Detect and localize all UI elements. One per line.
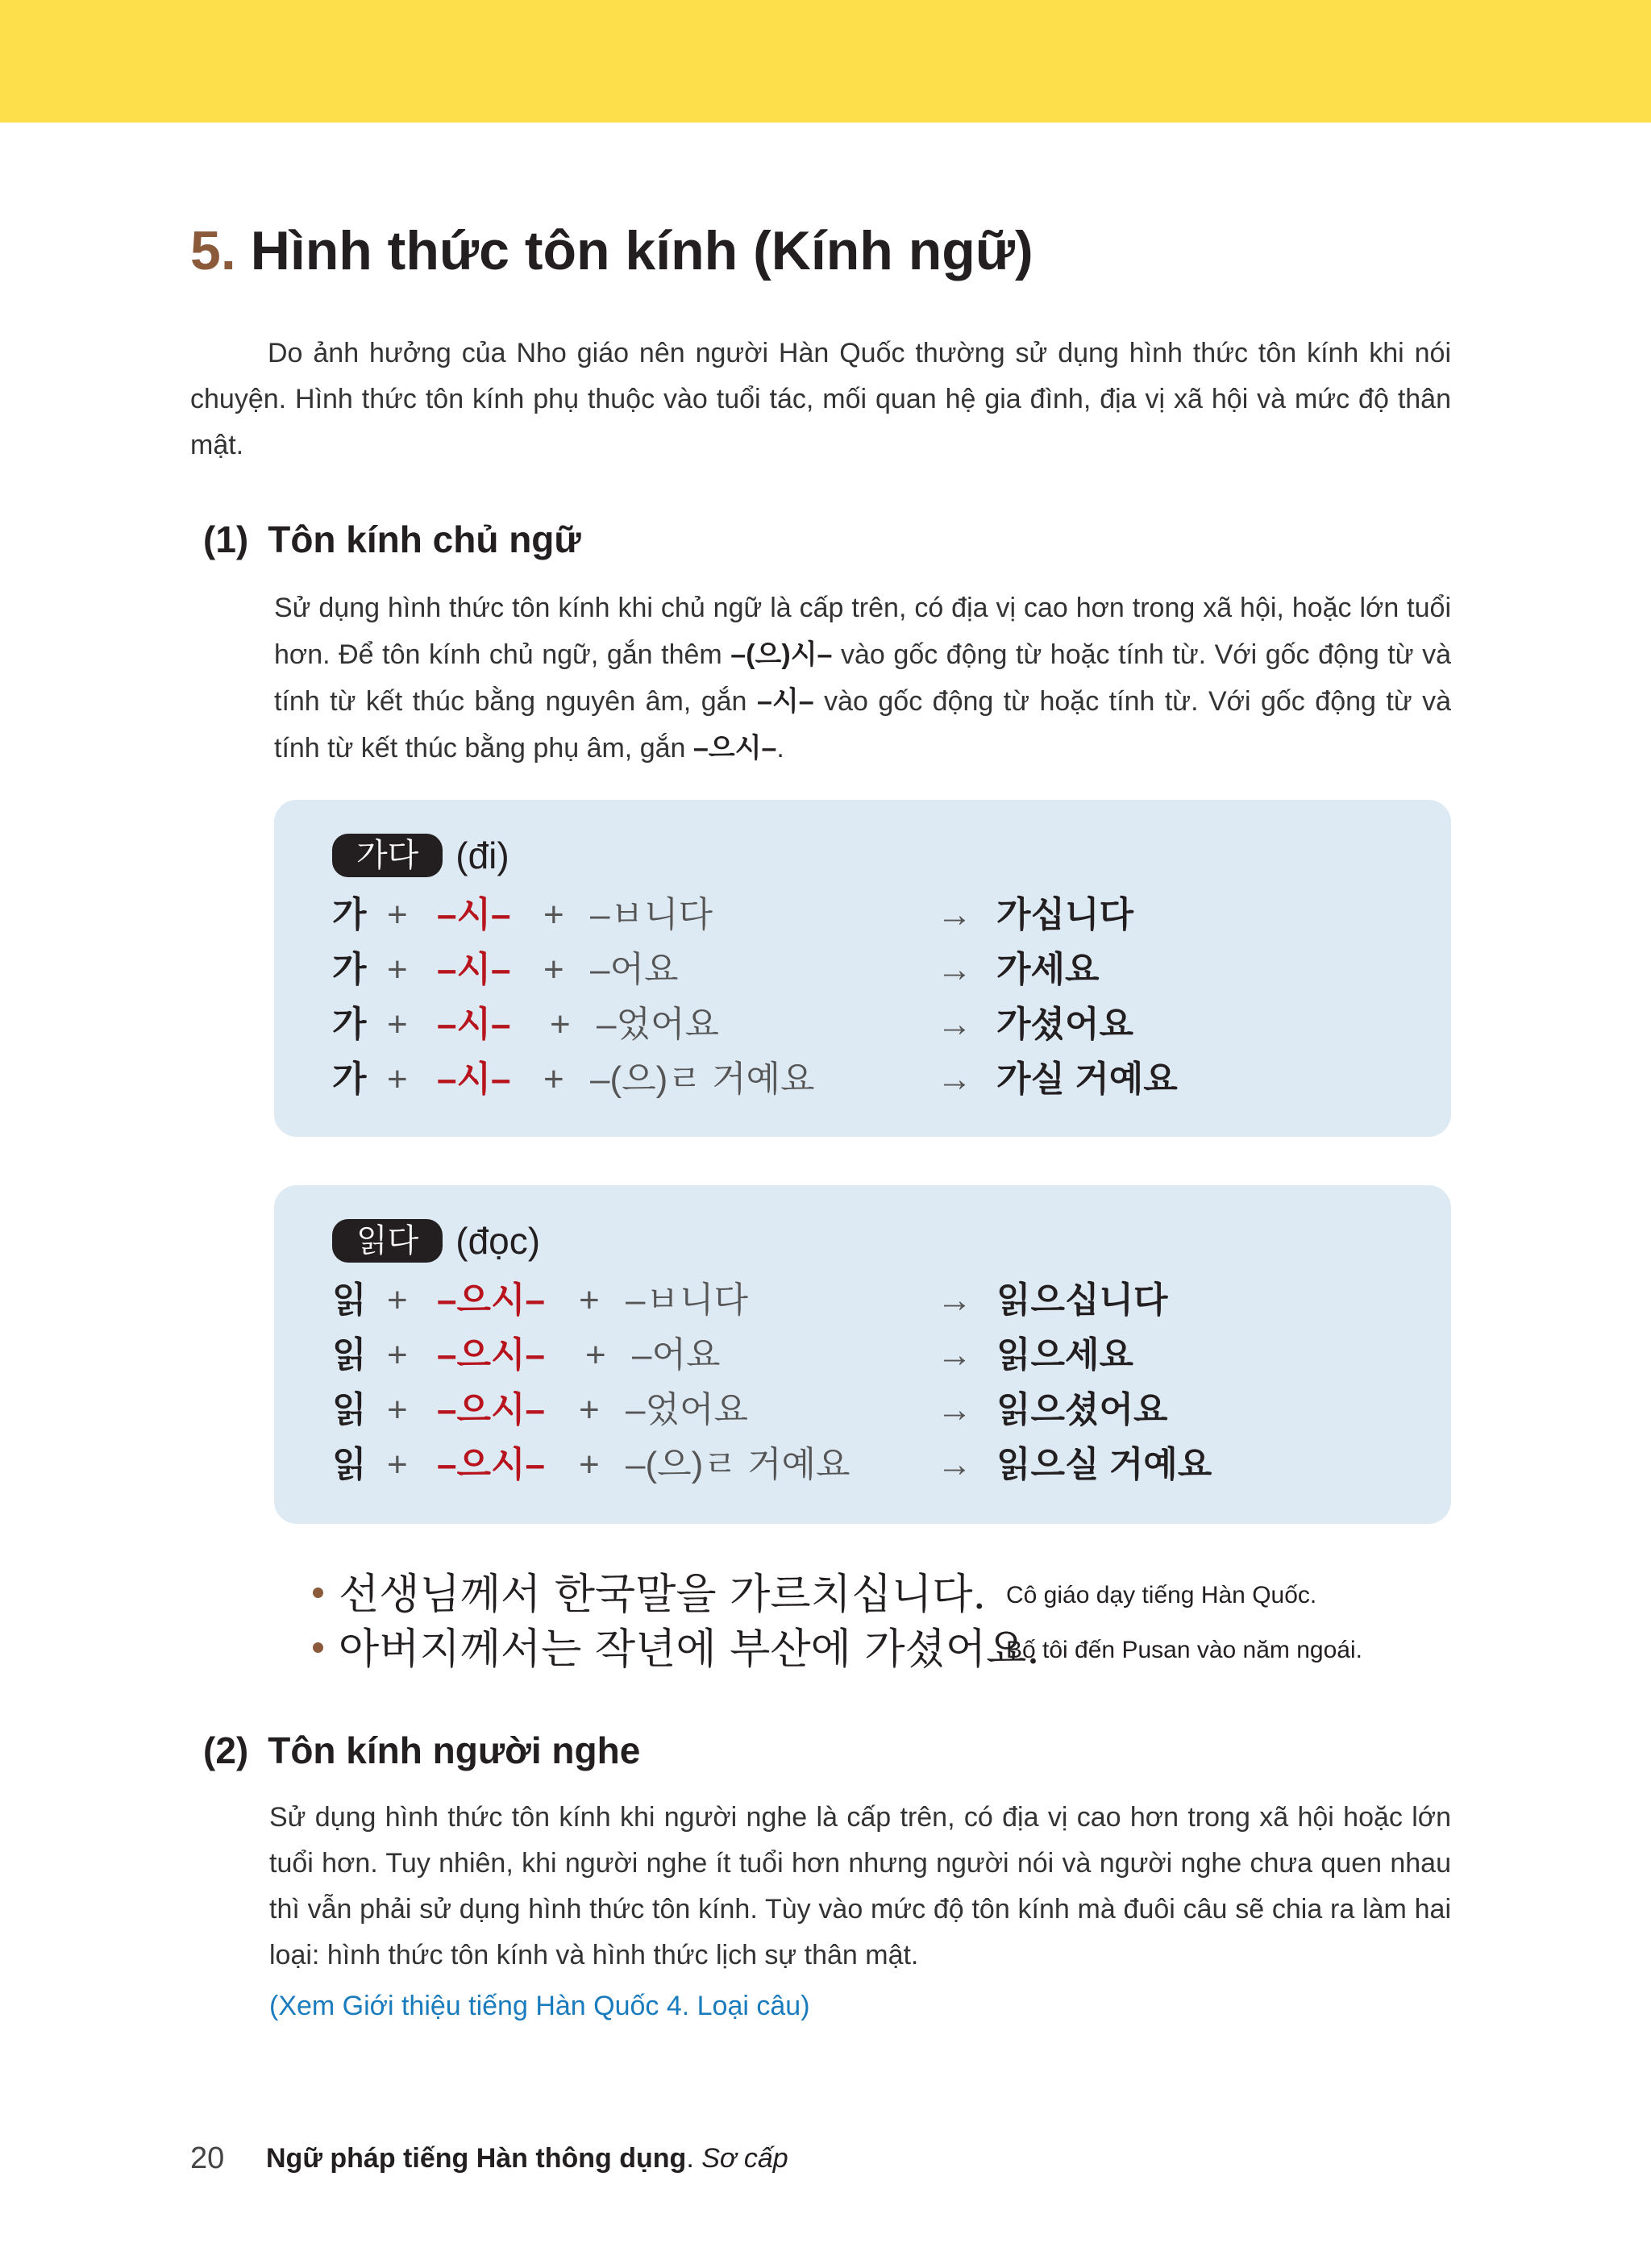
subsection-1-title: Tôn kính chủ ngữ (268, 518, 581, 560)
subsection-2-heading (203, 1729, 640, 1772)
verb-meaning: (đi) (455, 834, 509, 876)
result-form: 읽으십니다 (996, 1280, 1168, 1320)
example-korean: 선생님께서 한국말을 가르치십니다. (339, 1571, 987, 1619)
verb-stem: 가 (332, 895, 367, 934)
arrow-icon: → (937, 1059, 972, 1099)
running-footer (266, 2143, 788, 2174)
verb-pill: 읽다 (332, 1219, 443, 1263)
section-title (190, 219, 1033, 282)
plus-sign: + (543, 950, 564, 989)
ending: –었어요 (597, 1005, 719, 1044)
intro-text: Do ảnh hưởng của Nho giáo nên người Hàn Quốc thường sử dụng hình thức tôn kính khi nói chuyện. Hình thức tôn kính phụ thuộc vào tuổi tác, mối quan hệ gia đình, địa vị xã hội và mức độ thân mật. (190, 338, 1451, 460)
arrow-icon: → (937, 1335, 972, 1375)
plus-sign: + (387, 1059, 408, 1099)
honorific-suffix: –으시– (437, 1445, 545, 1484)
verb-stem: 가 (332, 950, 367, 989)
result-form: 읽으셨어요 (996, 1390, 1168, 1429)
result-form: 읽으세요 (996, 1335, 1134, 1375)
arrow-icon: → (937, 950, 972, 989)
verb-stem: 읽 (332, 1280, 367, 1320)
page-number: 20 (190, 2141, 225, 2175)
honorific-suffix: –시– (437, 1005, 511, 1044)
cross-reference-link[interactable]: (Xem Giới thiệu tiếng Hàn Quốc 4. Loại câu) (269, 1991, 810, 2021)
result-form: 읽으실 거예요 (996, 1445, 1212, 1484)
verb-stem: 가 (332, 1059, 367, 1099)
arrow-icon: → (937, 1005, 972, 1044)
plus-sign: + (387, 1005, 408, 1044)
arrow-icon: → (937, 895, 972, 934)
plus-sign: + (543, 1059, 564, 1099)
plus-sign: + (543, 895, 564, 934)
subsection-1-text-d: . (776, 733, 784, 764)
bullet-icon (313, 1642, 323, 1653)
honorific-suffix: –으시– (437, 1390, 545, 1429)
intro-paragraph (190, 331, 1451, 468)
verb-heading (332, 834, 509, 877)
verb-pill: 가다 (332, 834, 443, 877)
plus-sign: + (579, 1390, 600, 1429)
plus-sign: + (387, 1280, 408, 1320)
result-form: 가실 거예요 (996, 1059, 1178, 1099)
result-form: 가셨어요 (996, 1005, 1134, 1044)
book-title: Ngữ pháp tiếng Hàn thông dụng (266, 2143, 687, 2174)
plus-sign: + (387, 1335, 408, 1375)
result-form: 가세요 (996, 950, 1100, 989)
bullet-icon (313, 1588, 323, 1598)
honorific-suffix: –시– (437, 1059, 511, 1099)
ending: –ㅂ니다 (590, 895, 713, 934)
plus-sign: + (387, 895, 408, 934)
book-level: Sơ cấp (701, 2143, 788, 2174)
ending: –ㅂ니다 (626, 1280, 748, 1320)
verb-stem: 읽 (332, 1335, 367, 1375)
arrow-icon: → (937, 1445, 972, 1484)
verb-meaning: (đọc) (455, 1220, 541, 1262)
arrow-icon: → (937, 1390, 972, 1429)
result-form: 가십니다 (996, 895, 1134, 934)
verb-heading (332, 1219, 540, 1263)
ending: –어요 (590, 950, 679, 989)
honorific-suffix: –시– (437, 950, 511, 989)
subsection-1-text-a: Sử dụng hình thức tôn kính khi chủ ngữ là cấp trên, có địa vị cao hơn trong xã hội, hoặc lớn tuổi hơn. Để tôn kính chủ ngữ, gắn thêm (274, 593, 1451, 670)
ending: –었어요 (626, 1390, 748, 1429)
plus-sign: + (387, 1390, 408, 1429)
ending: –(으)ㄹ 거예요 (626, 1445, 850, 1484)
ending: –(으)ㄹ 거예요 (590, 1059, 815, 1099)
plus-sign: + (585, 1335, 606, 1375)
conjugation-box-ikda (274, 1185, 1451, 1524)
example-translation: Cô giáo dạy tiếng Hàn Quốc. (1006, 1582, 1317, 1608)
marker-eusi: –(으)시– (730, 639, 833, 670)
plus-sign: + (579, 1280, 600, 1320)
top-color-band (0, 0, 1651, 123)
plus-sign: + (579, 1445, 600, 1484)
plus-sign: + (550, 1005, 571, 1044)
subsection-1-number: (1) (203, 518, 249, 560)
subsection-1-text-b: vào gốc động từ hoặc tính từ. Với gốc động từ và tính từ kết thúc bằng nguyên âm, gắn (274, 639, 1451, 717)
subsection-1-heading (203, 518, 581, 561)
marker-si: –시– (756, 686, 814, 717)
honorific-suffix: –으시– (437, 1335, 545, 1375)
subsection-2-number: (2) (203, 1729, 249, 1771)
honorific-suffix: –시– (437, 895, 511, 934)
conjugation-box-gada (274, 800, 1451, 1137)
marker-eusi-consonant: –으시– (692, 733, 777, 764)
subsection-2-paragraph: Sử dụng hình thức tôn kính khi người nghe là cấp trên, có địa vị cao hơn trong xã hội hoặc lớn tuổi hơn. Tuy nhiên, khi người nghe ít tuổi hơn nhưng người nói và người nghe chưa quen nhau thì vẫn phải sử dụng hình thức tôn kính. Tùy vào mức độ tôn kính mà đuôi câu sẽ chia ra làm hai loại: hình thức tôn kính và hình thức lịch sự thân mật. (269, 1802, 1451, 1970)
verb-stem: 가 (332, 1005, 367, 1044)
honorific-suffix: –으시– (437, 1280, 545, 1320)
plus-sign: + (387, 950, 408, 989)
example-korean: 아버지께서는 작년에 부산에 가셨어요. (339, 1625, 1040, 1674)
subsection-1-paragraph (274, 585, 1451, 772)
arrow-icon: → (937, 1280, 972, 1320)
subsection-1-text-c: vào gốc động từ hoặc tính từ. Với gốc động từ và tính từ kết thúc bằng phụ âm, gắn (274, 686, 1451, 764)
verb-stem: 읽 (332, 1445, 367, 1484)
example-translation: Bố tôi đến Pusan vào năm ngoái. (1006, 1637, 1362, 1663)
ending: –어요 (632, 1335, 721, 1375)
plus-sign: + (387, 1445, 408, 1484)
verb-stem: 읽 (332, 1390, 367, 1429)
subsection-2-title: Tôn kính người nghe (268, 1729, 641, 1771)
section-title-text: Hình thức tôn kính (Kính ngữ) (250, 220, 1033, 281)
footer-separator: . (686, 2143, 702, 2174)
section-number: 5. (190, 220, 236, 281)
